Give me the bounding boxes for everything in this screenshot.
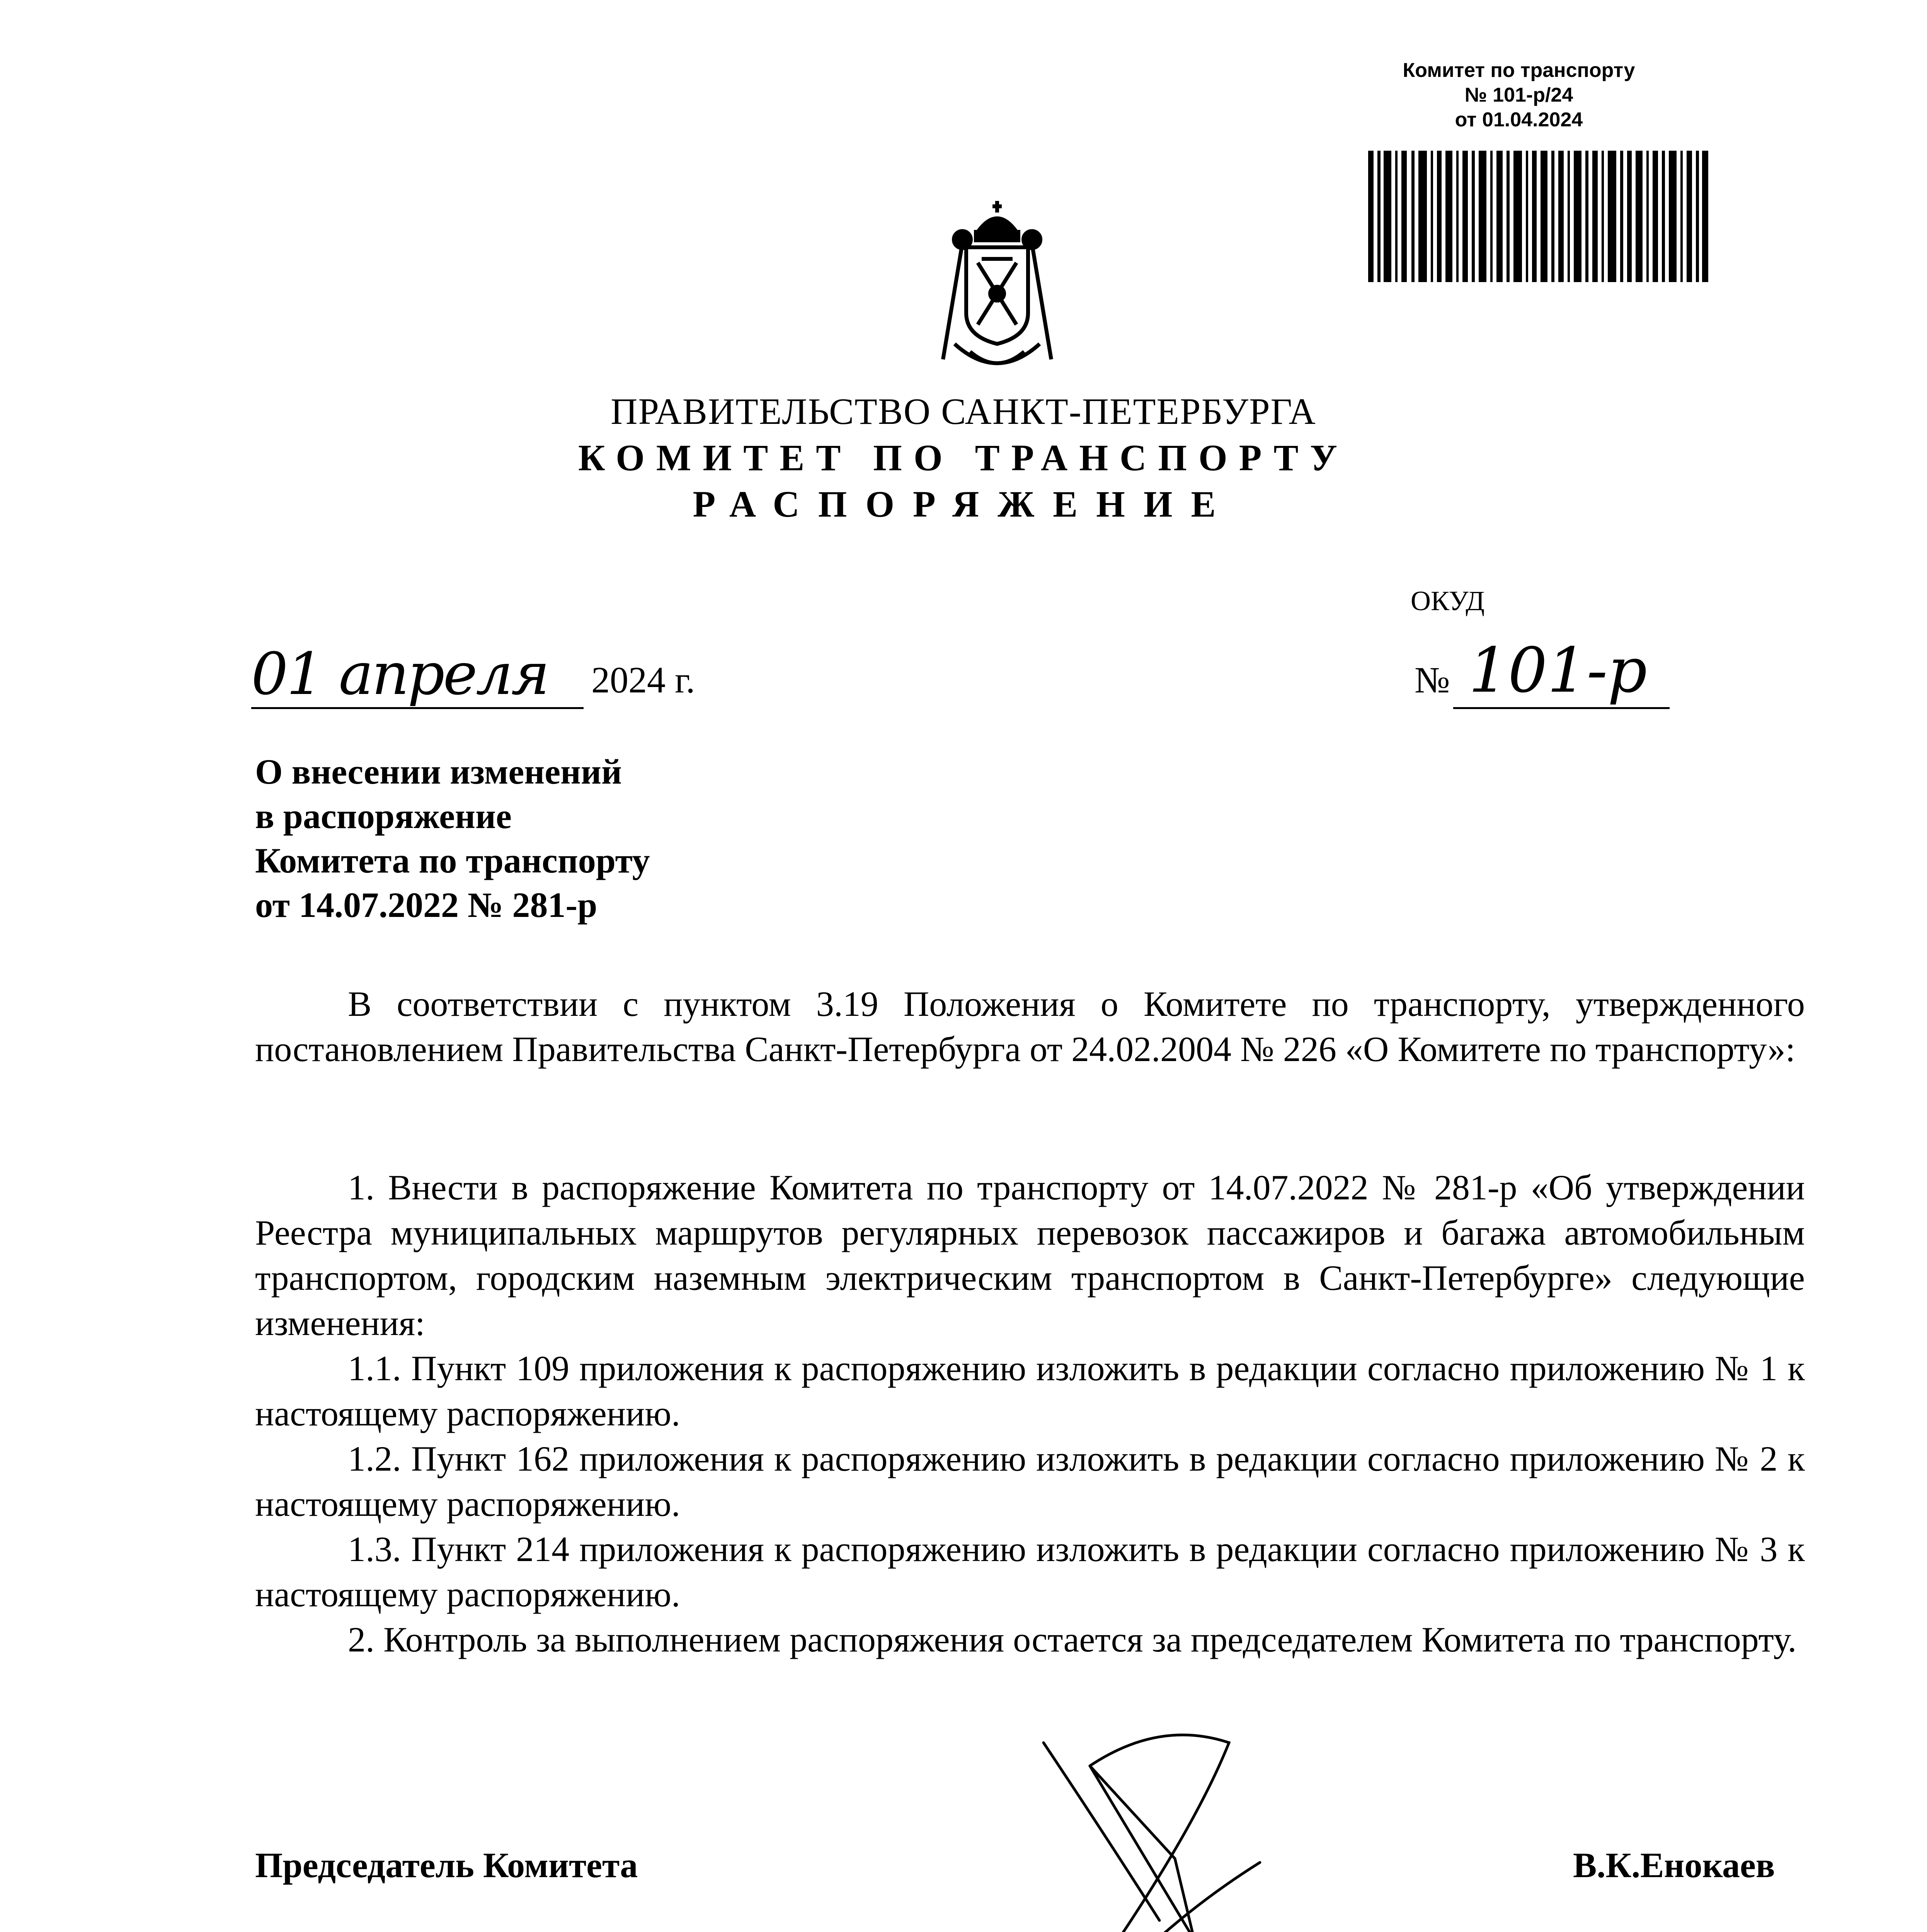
item-1-3: 1.3. Пункт 214 приложения к распоряжению изложить в редакции согласно приложению № 3 к настоящему распоряжению. (255, 1529, 1805, 1614)
title-line: Комитета по транспорту (255, 841, 650, 880)
title-line: от 14.07.2022 № 281-р (255, 885, 598, 925)
registration-stamp (1360, 58, 1708, 132)
committee-title: КОМИТЕТ ПО ТРАНСПОРТУ (578, 437, 1349, 478)
item-1-2: 1.2. Пункт 162 приложения к распоряжению изложить в редакции согласно приложению № 2 к настоящему распоряжению. (255, 1439, 1805, 1524)
item-1: 1. Внести в распоряжение Комитета по транспорту от 14.07.2022 № 281-р «Об утверждении Реестра муниципальных маршрутов регулярных перевозок пассажиров и багажа автомобильным транспортом, городским наземным электрическим транспортом в Санкт-Петербурге» следующие изменения: (255, 1168, 1805, 1343)
item-1-1: 1.1. Пункт 109 приложения к распоряжению изложить в редакции согласно приложению № 1 к настоящему распоряжению. (255, 1349, 1805, 1433)
coat-of-arms-icon (920, 197, 1074, 379)
stamp-org: Комитет по транспорту (1403, 59, 1635, 82)
signatory-position: Председатель Комитета (255, 1845, 638, 1885)
items-block (255, 1165, 1805, 1662)
barcode-icon (1368, 151, 1708, 282)
stamp-reg-number: № 101-р/24 (1464, 84, 1573, 106)
preamble-block (255, 981, 1805, 1072)
title-line: в распоряжение (255, 796, 512, 836)
preamble-paragraph: В соответствии с пунктом 3.19 Положения о Комитете по транспорту, утвержденного постановлением Правительства Санкт-Петербурга от 24.02.2004 № 226 «О Комитете по транспорту»: (255, 984, 1805, 1069)
government-title: ПРАВИТЕЛЬСТВО САНКТ-ПЕТЕРБУРГА (611, 391, 1316, 432)
item-2: 2. Контроль за выполнением распоряжения остается за председателем Комитета по транспорту. (348, 1620, 1797, 1659)
handwritten-signature-icon (812, 1719, 1353, 1932)
signatory-name: В.К.Енокаев (1573, 1845, 1775, 1885)
date-year: 2024 г. (591, 659, 695, 701)
handwritten-date: 01 апреля (251, 641, 548, 708)
handwritten-number: 101-р (1469, 634, 1647, 706)
title-line: О внесении изменений (255, 752, 622, 791)
document-type: РАСПОРЯЖЕНИЕ (693, 483, 1234, 525)
okud-label: ОКУД (1411, 585, 1485, 616)
document-title (255, 750, 989, 927)
number-label: № (1415, 659, 1450, 701)
stamp-reg-date: от 01.04.2024 (1455, 109, 1583, 131)
